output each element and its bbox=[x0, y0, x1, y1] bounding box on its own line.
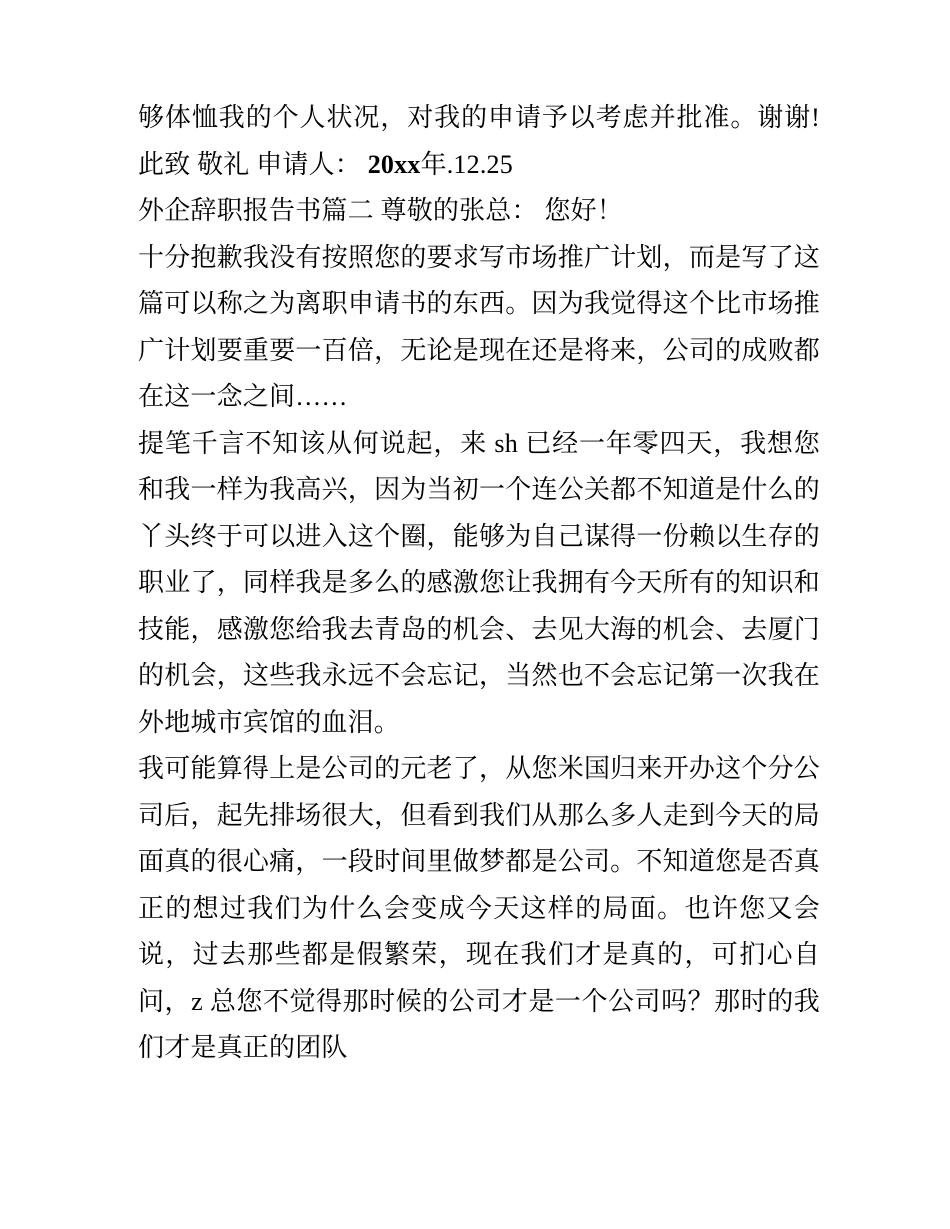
paragraph-closing bbox=[138, 95, 827, 188]
paragraph-gratitude: 提笔千言不知该从何说起，来 sh 已经一年零四天，我想您和我一样为我高兴，因为当初一个连公关都不知道是什么的丫头终于可以进入这个圈，能够为自己谋得一份赖以生存的职业了，同样我是多么的感激您让我拥有今天所有的知识和技能，感激您给我去青岛的机会、去见大海的机会、去厦门的机会，这些我永远不会忘记，当然也不会忘记第一次我在外地城市宾馆的血泪。 bbox=[138, 428, 820, 737]
paragraph-section-heading: 外企辞职报告书篇二 尊敬的张总： 您好！ bbox=[138, 196, 624, 225]
paragraph-company-history: 我可能算得上是公司的元老了，从您米国归来开办这个分公司后，起先排场很大，但看到我们从那么多人走到今天的局面真的很心痛，一段时间里做梦都是公司。不知道您是否真正的想过我们为什么会变成今天这样的局面。也许您又会说，过去那些都是假繁荣，现在我们才是真的，可扪心自问，z 总您不觉得那时候的公司才是一个公司吗？那时的我们才是真正的团队 bbox=[138, 754, 820, 1062]
paragraph-closing-text: 够体恤我的个人状况，对我的申请予以考虑并批准。谢谢! 此致 敬礼 申请人： bbox=[138, 103, 827, 179]
document-body bbox=[138, 95, 827, 1072]
paragraph-closing-date: 年.12.25 bbox=[420, 149, 513, 179]
paragraph-closing-year: 20xx bbox=[367, 149, 421, 179]
paragraph-apology: 十分抱歉我没有按照您的要求写市场推广计划，而是写了这篇可以称之为离职申请书的东西。因为我觉得这个比市场推广计划要重要一百倍，无论是现在还是将来，公司的成败都在这一念之间…… bbox=[138, 242, 820, 411]
